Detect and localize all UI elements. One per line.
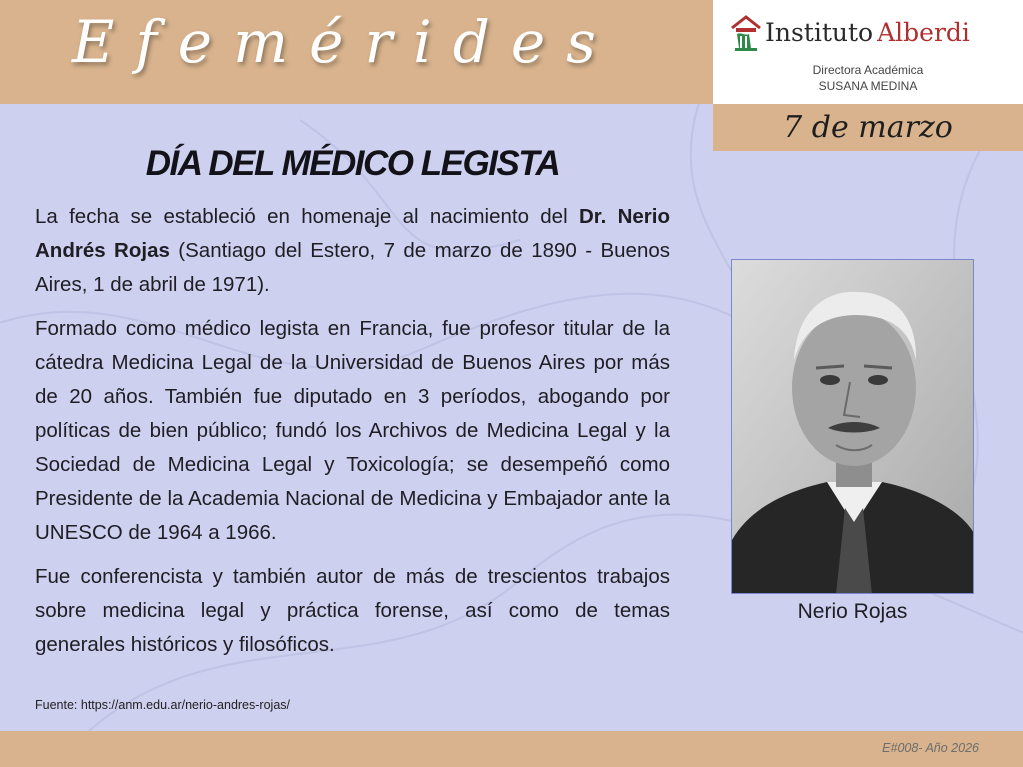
portrait-photo — [731, 259, 974, 594]
photo-caption: Nerio Rojas — [797, 600, 908, 623]
date-label: 7 de marzo — [713, 104, 1023, 151]
edition-code: E#008- Año 2026 — [882, 741, 979, 755]
doctor-name: Dr. Nerio Andrés Rojas — [35, 205, 670, 262]
institution-logo — [713, 0, 1023, 104]
paragraph-2: Formado como médico legista en Francia, fue profesor titular de la cátedra Medicina Legal de la Universidad de Buenos Aires por más de 20 años. También fue diputado en 3 períodos, abogando por políticas de bien público; fundó los Archivos de Medicina Legal y la Sociedad de Medicina Legal y Toxicología; se desempeñó como Presidente de la Academia Nacional de Medicina y Embajador ante la UNESCO de 1964 a 1966. — [35, 317, 670, 544]
logo-name-instituto: Instituto — [765, 17, 874, 47]
paragraph-3: Fue conferencista y también autor de más de trescientos trabajos sobre medicina legal y práctica forense, así como de temas generales históricos y filosóficos. — [35, 565, 670, 656]
article-body — [35, 200, 670, 672]
building-hand-logo-icon — [729, 12, 763, 52]
page-title: Efemérides — [72, 8, 617, 76]
paragraph-1: La fecha se estableció en homenaje al nacimiento del Dr. Nerio Andrés Rojas (Santiago del Estero, 7 de marzo de 1890 - Buenos Aires, 1 de abril de 1971). — [35, 205, 670, 296]
header-band — [0, 0, 713, 104]
logo-subtitle-role: Directora Académica — [812, 63, 924, 77]
source-citation: Fuente: https://anm.edu.ar/nerio-andres-rojas/ — [35, 698, 290, 712]
portrait-illustration — [732, 260, 974, 594]
logo-name-alberdi: Alberdi — [877, 17, 970, 47]
article-title: DÍA DEL MÉDICO LEGISTA — [145, 144, 560, 183]
logo-subtitle-name: SUSANA MEDINA — [818, 79, 918, 93]
footer-band — [0, 731, 1023, 767]
